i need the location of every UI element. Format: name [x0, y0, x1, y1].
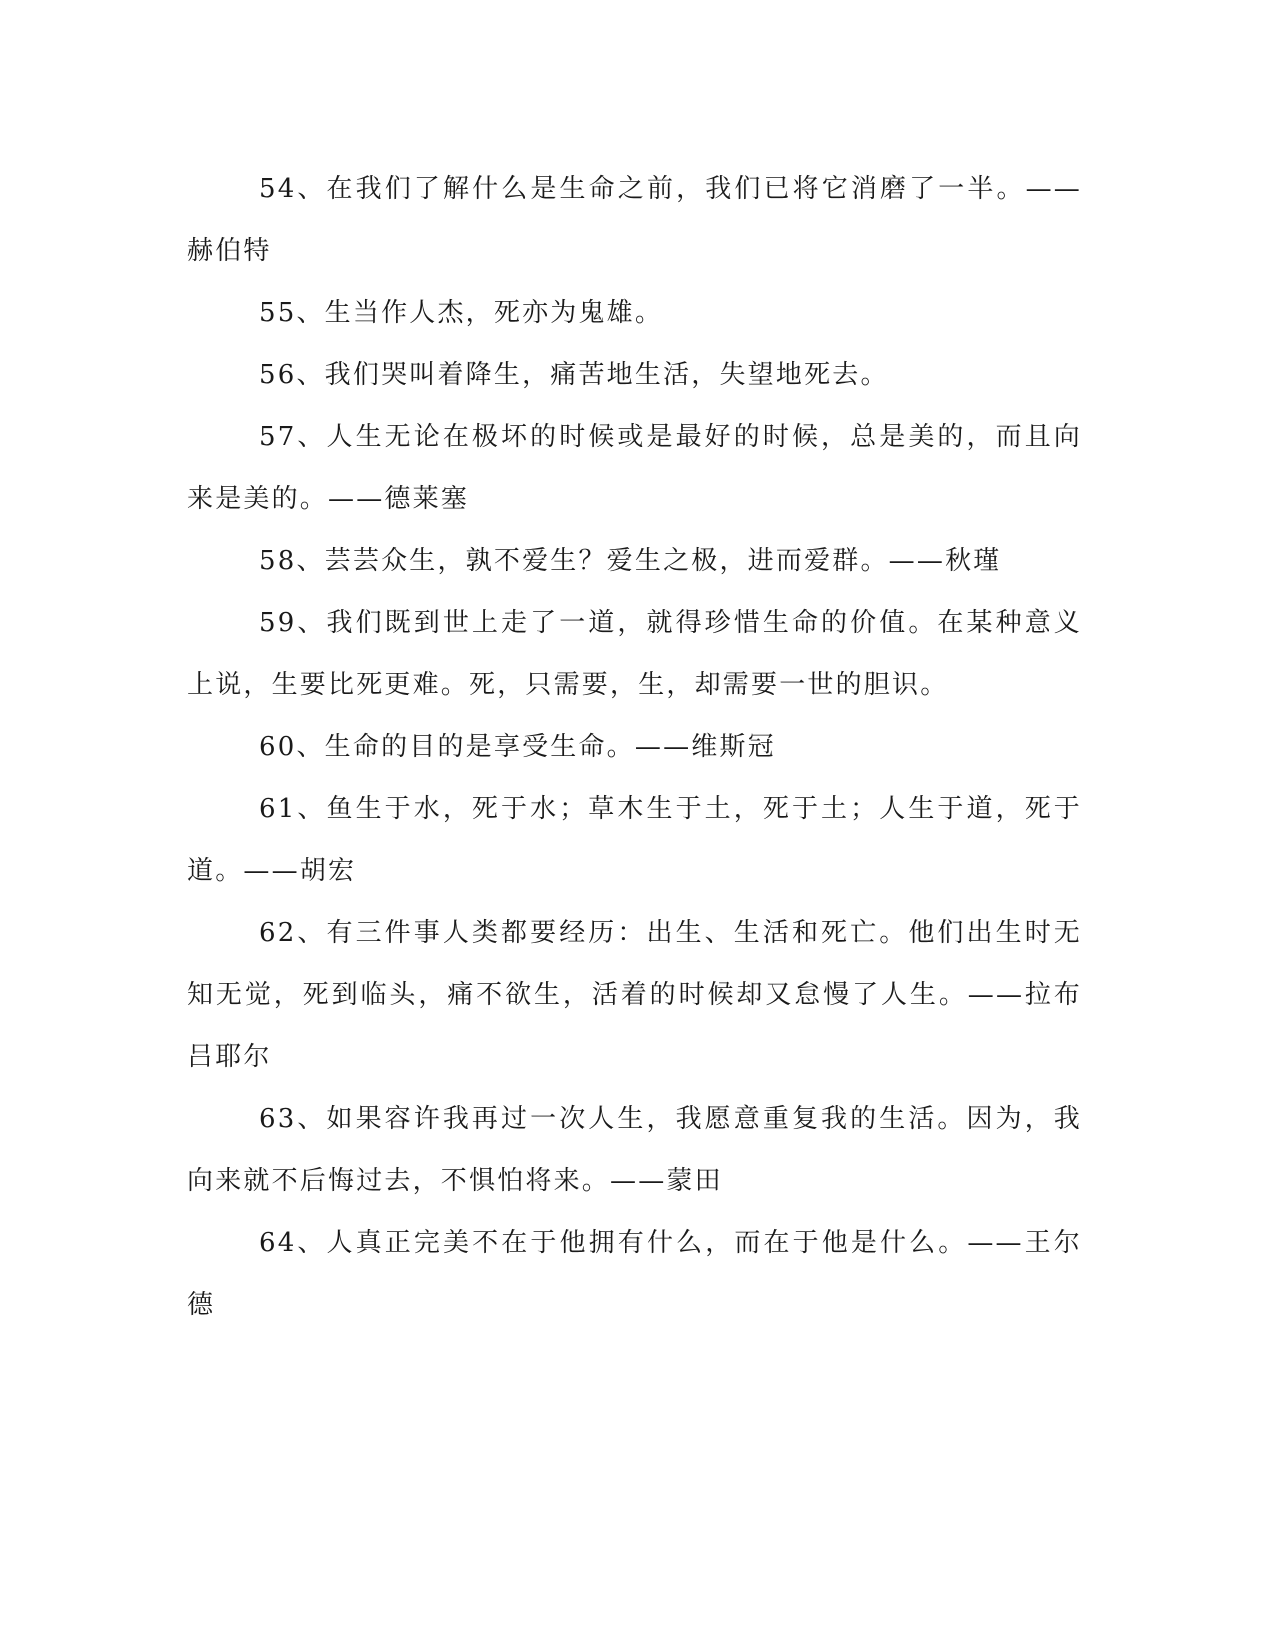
quote-57: 57、人生无论在极坏的时候或是最好的时候，总是美的，而且向来是美的。——德莱塞: [187, 422, 1082, 514]
quote-59: 59、我们既到世上走了一道，就得珍惜生命的价值。在某种意义上说，生要比死更难。死，只需要，生，却需要一世的胆识。: [187, 608, 1082, 700]
quote-63: 63、如果容许我再过一次人生，我愿意重复我的生活。因为，我向来就不后悔过去，不惧怕将来。——蒙田: [187, 1104, 1082, 1196]
quote-64: 64、人真正完美不在于他拥有什么，而在于他是什么。——王尔德: [187, 1228, 1082, 1320]
quote-62: 62、有三件事人类都要经历：出生、生活和死亡。他们出生时无知无觉，死到临头，痛不欲生，活着的时候却又怠慢了人生。——拉布吕耶尔: [187, 918, 1082, 1072]
quote-60: 60、生命的目的是享受生命。——维斯冠: [259, 732, 776, 762]
quote-55: 55、生当作人杰，死亦为鬼雄。: [259, 298, 664, 328]
quote-58: 58、芸芸众生，孰不爱生？爱生之极，进而爱群。——秋瑾: [259, 546, 1002, 576]
quote-list: [187, 158, 1082, 1336]
quote-56: 56、我们哭叫着降生，痛苦地生活，失望地死去。: [259, 360, 889, 390]
quote-54: 54、在我们了解什么是生命之前，我们已将它消磨了一半。——赫伯特: [187, 174, 1082, 266]
quote-61: 61、鱼生于水，死于水；草木生于土，死于土；人生于道，死于道。——胡宏: [187, 794, 1082, 886]
